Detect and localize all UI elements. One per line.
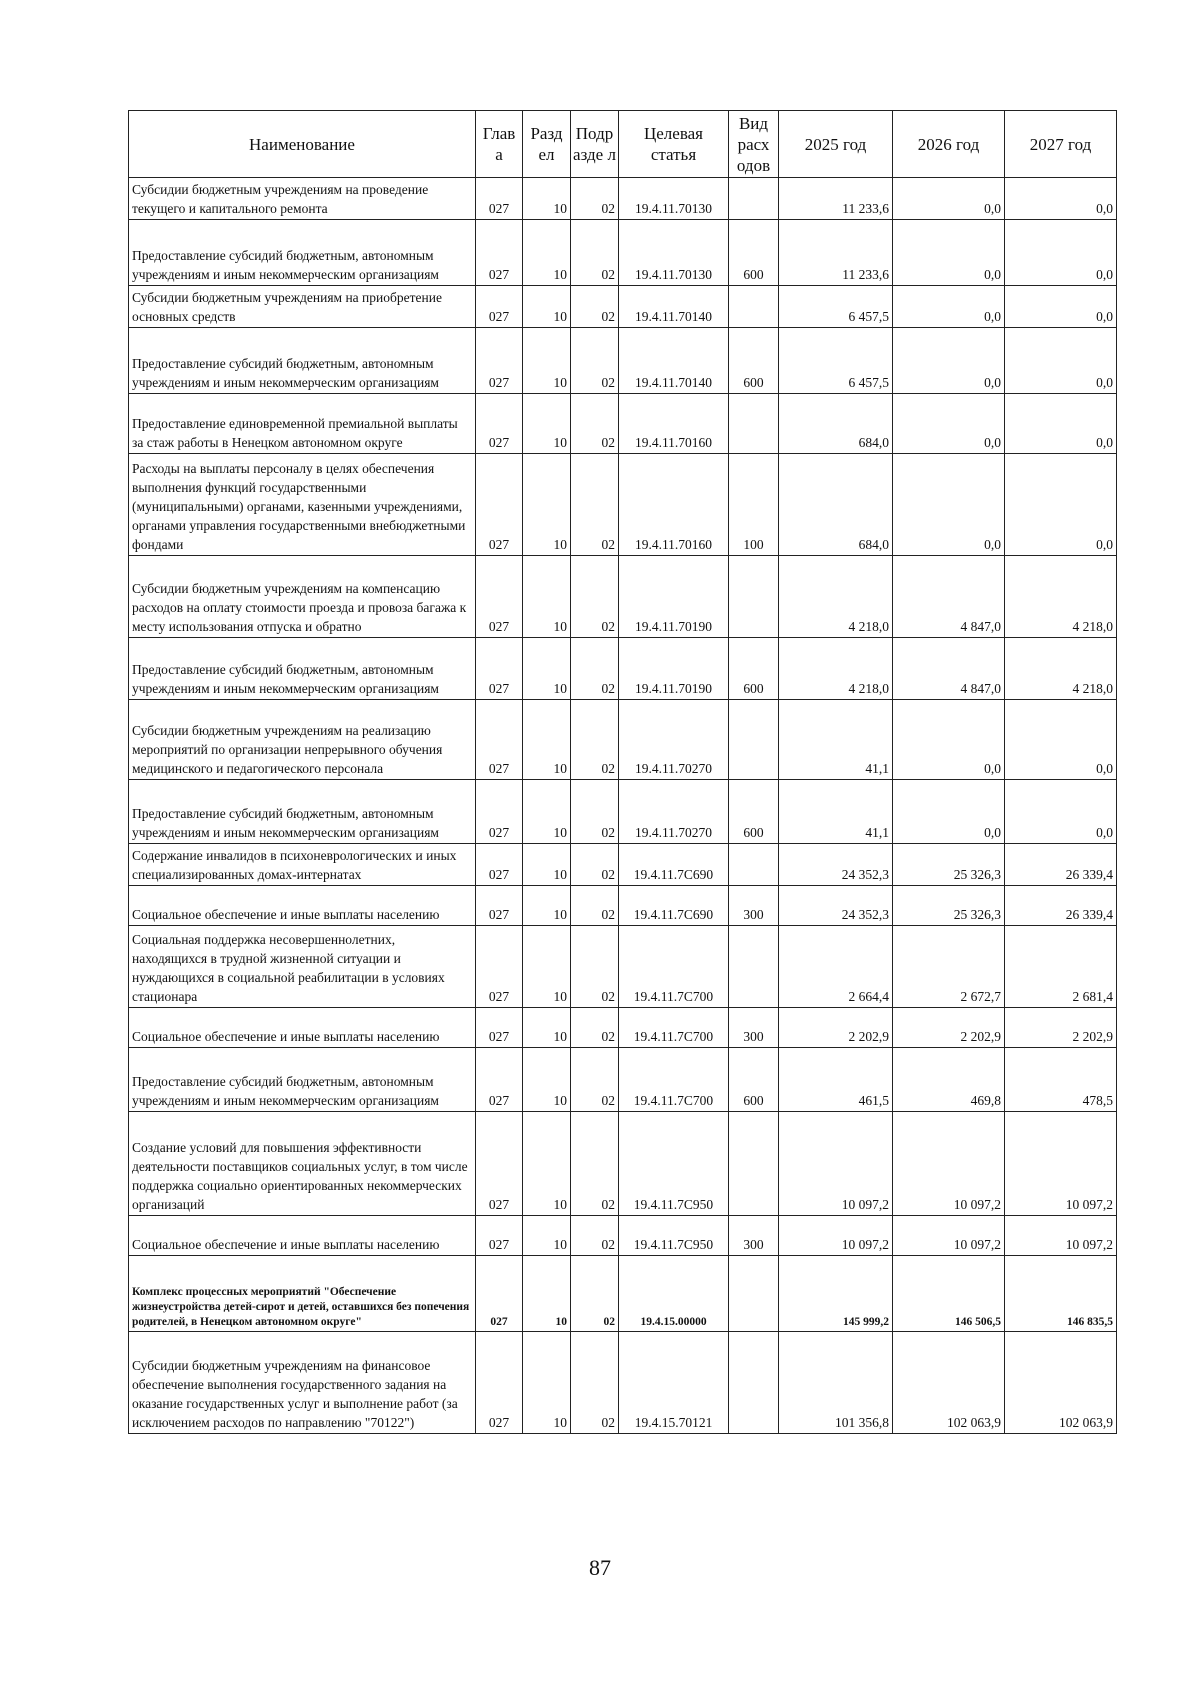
cell-razdel: 10 bbox=[523, 556, 571, 638]
cell-name: Предоставление субсидий бюджетным, автономным учреждениям и иным некоммерческим организациям bbox=[129, 1048, 476, 1112]
cell-y2025: 2 202,9 bbox=[779, 1008, 893, 1048]
table-row bbox=[129, 1008, 1117, 1048]
cell-y2025: 684,0 bbox=[779, 454, 893, 556]
cell-name: Субсидии бюджетным учреждениям на проведение текущего и капитального ремонта bbox=[129, 178, 476, 220]
table-row bbox=[129, 926, 1117, 1008]
header-2025: 2025 год bbox=[779, 111, 893, 178]
cell-target: 19.4.11.70130 bbox=[619, 220, 729, 286]
cell-name: Предоставление субсидий бюджетным, автономным учреждениям и иным некоммерческим организациям bbox=[129, 638, 476, 700]
cell-y2025: 6 457,5 bbox=[779, 328, 893, 394]
cell-y2025: 24 352,3 bbox=[779, 844, 893, 886]
cell-razdel: 10 bbox=[523, 926, 571, 1008]
cell-y2026: 0,0 bbox=[893, 178, 1005, 220]
cell-razdel: 10 bbox=[523, 1112, 571, 1216]
cell-y2025: 41,1 bbox=[779, 700, 893, 780]
cell-y2027: 102 063,9 bbox=[1005, 1332, 1117, 1434]
cell-glava: 027 bbox=[476, 844, 523, 886]
cell-y2027: 4 218,0 bbox=[1005, 556, 1117, 638]
cell-target: 19.4.11.70130 bbox=[619, 178, 729, 220]
cell-y2026: 0,0 bbox=[893, 394, 1005, 454]
cell-glava: 027 bbox=[476, 1332, 523, 1434]
cell-podr: 02 bbox=[571, 638, 619, 700]
cell-razdel: 10 bbox=[523, 286, 571, 328]
header-glava: Глав а bbox=[476, 111, 523, 178]
cell-target: 19.4.11.7С700 bbox=[619, 1008, 729, 1048]
cell-y2025: 4 218,0 bbox=[779, 556, 893, 638]
cell-target: 19.4.15.00000 bbox=[619, 1256, 729, 1332]
budget-sheet bbox=[128, 110, 1116, 1434]
cell-vid: 600 bbox=[729, 1048, 779, 1112]
cell-target: 19.4.11.70160 bbox=[619, 394, 729, 454]
header-2027: 2027 год bbox=[1005, 111, 1117, 178]
cell-y2026: 0,0 bbox=[893, 328, 1005, 394]
cell-y2027: 10 097,2 bbox=[1005, 1216, 1117, 1256]
cell-y2026: 0,0 bbox=[893, 700, 1005, 780]
cell-name: Социальное обеспечение и иные выплаты населению bbox=[129, 1008, 476, 1048]
cell-vid bbox=[729, 700, 779, 780]
cell-name: Субсидии бюджетным учреждениям на реализацию мероприятий по организации непрерывного обучения медицинского и педагогического персонала bbox=[129, 700, 476, 780]
cell-y2027: 0,0 bbox=[1005, 220, 1117, 286]
table-row bbox=[129, 780, 1117, 844]
cell-y2025: 11 233,6 bbox=[779, 220, 893, 286]
cell-y2027: 0,0 bbox=[1005, 328, 1117, 394]
cell-y2027: 0,0 bbox=[1005, 286, 1117, 328]
cell-y2025: 4 218,0 bbox=[779, 638, 893, 700]
cell-podr: 02 bbox=[571, 1008, 619, 1048]
cell-y2025: 41,1 bbox=[779, 780, 893, 844]
cell-y2027: 0,0 bbox=[1005, 700, 1117, 780]
cell-glava: 027 bbox=[476, 1216, 523, 1256]
cell-y2027: 2 681,4 bbox=[1005, 926, 1117, 1008]
cell-glava: 027 bbox=[476, 926, 523, 1008]
cell-razdel: 10 bbox=[523, 1008, 571, 1048]
cell-y2025: 6 457,5 bbox=[779, 286, 893, 328]
cell-y2026: 2 202,9 bbox=[893, 1008, 1005, 1048]
cell-y2026: 2 672,7 bbox=[893, 926, 1005, 1008]
cell-y2025: 461,5 bbox=[779, 1048, 893, 1112]
cell-glava: 027 bbox=[476, 556, 523, 638]
cell-y2026: 4 847,0 bbox=[893, 638, 1005, 700]
cell-y2026: 0,0 bbox=[893, 454, 1005, 556]
cell-y2025: 24 352,3 bbox=[779, 886, 893, 926]
cell-razdel: 10 bbox=[523, 638, 571, 700]
cell-target: 19.4.11.7С950 bbox=[619, 1216, 729, 1256]
cell-vid: 600 bbox=[729, 328, 779, 394]
cell-target: 19.4.11.7С700 bbox=[619, 926, 729, 1008]
table-row bbox=[129, 1216, 1117, 1256]
cell-y2027: 0,0 bbox=[1005, 780, 1117, 844]
cell-name: Социальное обеспечение и иные выплаты населению bbox=[129, 1216, 476, 1256]
table-row bbox=[129, 1332, 1117, 1434]
cell-glava: 027 bbox=[476, 394, 523, 454]
cell-glava: 027 bbox=[476, 1112, 523, 1216]
cell-target: 19.4.11.70270 bbox=[619, 700, 729, 780]
cell-target: 19.4.11.7С700 bbox=[619, 1048, 729, 1112]
table-header-row bbox=[129, 111, 1117, 178]
table-row bbox=[129, 844, 1117, 886]
cell-glava: 027 bbox=[476, 178, 523, 220]
cell-razdel: 10 bbox=[523, 394, 571, 454]
cell-podr: 02 bbox=[571, 1216, 619, 1256]
cell-glava: 027 bbox=[476, 454, 523, 556]
cell-y2026: 146 506,5 bbox=[893, 1256, 1005, 1332]
cell-y2026: 0,0 bbox=[893, 286, 1005, 328]
cell-glava: 027 bbox=[476, 1256, 523, 1332]
cell-vid bbox=[729, 178, 779, 220]
cell-razdel: 10 bbox=[523, 886, 571, 926]
cell-podr: 02 bbox=[571, 1048, 619, 1112]
table-row bbox=[129, 220, 1117, 286]
cell-target: 19.4.11.70190 bbox=[619, 556, 729, 638]
table-row bbox=[129, 394, 1117, 454]
cell-vid bbox=[729, 1112, 779, 1216]
table-row bbox=[129, 1112, 1117, 1216]
cell-razdel: 10 bbox=[523, 844, 571, 886]
cell-razdel: 10 bbox=[523, 1216, 571, 1256]
header-vid: Вид расх одов bbox=[729, 111, 779, 178]
cell-podr: 02 bbox=[571, 1112, 619, 1216]
table-row bbox=[129, 556, 1117, 638]
cell-podr: 02 bbox=[571, 700, 619, 780]
header-target: Целевая статья bbox=[619, 111, 729, 178]
cell-y2025: 101 356,8 bbox=[779, 1332, 893, 1434]
cell-target: 19.4.11.70190 bbox=[619, 638, 729, 700]
cell-vid: 600 bbox=[729, 638, 779, 700]
cell-y2026: 102 063,9 bbox=[893, 1332, 1005, 1434]
cell-podr: 02 bbox=[571, 328, 619, 394]
table-row bbox=[129, 178, 1117, 220]
cell-y2025: 11 233,6 bbox=[779, 178, 893, 220]
cell-name: Создание условий для повышения эффективности деятельности поставщиков социальных услуг, в том числе поддержка социально ориентированных некоммерческих организаций bbox=[129, 1112, 476, 1216]
cell-razdel: 10 bbox=[523, 1048, 571, 1112]
cell-podr: 02 bbox=[571, 454, 619, 556]
cell-y2027: 26 339,4 bbox=[1005, 886, 1117, 926]
table-row bbox=[129, 454, 1117, 556]
cell-vid: 600 bbox=[729, 780, 779, 844]
cell-name: Комплекс процессных мероприятий "Обеспечение жизнеустройства детей-сирот и детей, оставшихся без попечения родителей, в Ненецком автономном округе" bbox=[129, 1256, 476, 1332]
cell-vid: 600 bbox=[729, 220, 779, 286]
cell-target: 19.4.11.70270 bbox=[619, 780, 729, 844]
cell-podr: 02 bbox=[571, 178, 619, 220]
budget-table bbox=[128, 110, 1117, 1434]
cell-razdel: 10 bbox=[523, 178, 571, 220]
cell-y2027: 0,0 bbox=[1005, 178, 1117, 220]
cell-target: 19.4.11.70140 bbox=[619, 286, 729, 328]
cell-y2027: 0,0 bbox=[1005, 454, 1117, 556]
cell-vid: 300 bbox=[729, 1216, 779, 1256]
cell-vid bbox=[729, 286, 779, 328]
cell-razdel: 10 bbox=[523, 454, 571, 556]
cell-target: 19.4.11.7С690 bbox=[619, 886, 729, 926]
cell-name: Предоставление субсидий бюджетным, автономным учреждениям и иным некоммерческим организациям bbox=[129, 780, 476, 844]
cell-vid bbox=[729, 926, 779, 1008]
table-body bbox=[129, 178, 1117, 1434]
cell-y2026: 469,8 bbox=[893, 1048, 1005, 1112]
cell-name: Расходы на выплаты персоналу в целях обеспечения выполнения функций государственными (муниципальными) органами, казенными учреждениями, органами управления государственными внебюджетными фондами bbox=[129, 454, 476, 556]
cell-vid: 300 bbox=[729, 886, 779, 926]
table-row bbox=[129, 286, 1117, 328]
cell-podr: 02 bbox=[571, 1256, 619, 1332]
table-row bbox=[129, 1256, 1117, 1332]
cell-name: Социальное обеспечение и иные выплаты населению bbox=[129, 886, 476, 926]
table-row bbox=[129, 638, 1117, 700]
cell-glava: 027 bbox=[476, 780, 523, 844]
table-row bbox=[129, 886, 1117, 926]
cell-vid bbox=[729, 1256, 779, 1332]
header-podrazdel: Подр азде л bbox=[571, 111, 619, 178]
cell-glava: 027 bbox=[476, 1048, 523, 1112]
cell-glava: 027 bbox=[476, 886, 523, 926]
page-number: 87 bbox=[589, 1555, 611, 1580]
cell-y2025: 684,0 bbox=[779, 394, 893, 454]
cell-podr: 02 bbox=[571, 394, 619, 454]
cell-podr: 02 bbox=[571, 886, 619, 926]
cell-podr: 02 bbox=[571, 220, 619, 286]
cell-razdel: 10 bbox=[523, 328, 571, 394]
cell-glava: 027 bbox=[476, 700, 523, 780]
cell-y2025: 10 097,2 bbox=[779, 1112, 893, 1216]
cell-name: Содержание инвалидов в психоневрологических и иных специализированных домах-интернатах bbox=[129, 844, 476, 886]
cell-razdel: 10 bbox=[523, 1256, 571, 1332]
cell-vid bbox=[729, 844, 779, 886]
cell-y2027: 0,0 bbox=[1005, 394, 1117, 454]
cell-y2026: 0,0 bbox=[893, 780, 1005, 844]
header-name: Наименование bbox=[129, 111, 476, 178]
cell-y2027: 478,5 bbox=[1005, 1048, 1117, 1112]
table-row bbox=[129, 700, 1117, 780]
cell-y2027: 2 202,9 bbox=[1005, 1008, 1117, 1048]
cell-glava: 027 bbox=[476, 220, 523, 286]
cell-glava: 027 bbox=[476, 286, 523, 328]
table-row bbox=[129, 1048, 1117, 1112]
header-razdel: Разд ел bbox=[523, 111, 571, 178]
cell-podr: 02 bbox=[571, 556, 619, 638]
cell-razdel: 10 bbox=[523, 220, 571, 286]
cell-y2027: 146 835,5 bbox=[1005, 1256, 1117, 1332]
cell-podr: 02 bbox=[571, 780, 619, 844]
cell-name: Социальная поддержка несовершеннолетних, находящихся в трудной жизненной ситуации и нуждающихся в социальной реабилитации в условиях стационара bbox=[129, 926, 476, 1008]
cell-podr: 02 bbox=[571, 286, 619, 328]
cell-podr: 02 bbox=[571, 844, 619, 886]
cell-podr: 02 bbox=[571, 1332, 619, 1434]
cell-vid bbox=[729, 394, 779, 454]
cell-glava: 027 bbox=[476, 638, 523, 700]
cell-name: Предоставление единовременной премиальной выплаты за стаж работы в Ненецком автономном округе bbox=[129, 394, 476, 454]
cell-y2027: 10 097,2 bbox=[1005, 1112, 1117, 1216]
cell-razdel: 10 bbox=[523, 700, 571, 780]
cell-y2026: 0,0 bbox=[893, 220, 1005, 286]
cell-target: 19.4.11.70140 bbox=[619, 328, 729, 394]
cell-name: Предоставление субсидий бюджетным, автономным учреждениям и иным некоммерческим организациям bbox=[129, 220, 476, 286]
cell-y2025: 2 664,4 bbox=[779, 926, 893, 1008]
cell-vid bbox=[729, 556, 779, 638]
cell-name: Субсидии бюджетным учреждениям на приобретение основных средств bbox=[129, 286, 476, 328]
cell-target: 19.4.11.70160 bbox=[619, 454, 729, 556]
cell-y2026: 10 097,2 bbox=[893, 1216, 1005, 1256]
cell-name: Субсидии бюджетным учреждениям на финансовое обеспечение выполнения государственного задания на оказание государственных услуг и выполнение работ (за исключением расходов по направлению "70122") bbox=[129, 1332, 476, 1434]
cell-y2026: 10 097,2 bbox=[893, 1112, 1005, 1216]
table-row bbox=[129, 328, 1117, 394]
cell-target: 19.4.11.7С690 bbox=[619, 844, 729, 886]
cell-name: Субсидии бюджетным учреждениям на компенсацию расходов на оплату стоимости проезда и провоза багажа к месту использования отпуска и обратно bbox=[129, 556, 476, 638]
cell-vid: 100 bbox=[729, 454, 779, 556]
cell-glava: 027 bbox=[476, 1008, 523, 1048]
cell-razdel: 10 bbox=[523, 1332, 571, 1434]
cell-y2026: 25 326,3 bbox=[893, 844, 1005, 886]
cell-name: Предоставление субсидий бюджетным, автономным учреждениям и иным некоммерческим организациям bbox=[129, 328, 476, 394]
cell-target: 19.4.15.70121 bbox=[619, 1332, 729, 1434]
cell-y2027: 26 339,4 bbox=[1005, 844, 1117, 886]
cell-glava: 027 bbox=[476, 328, 523, 394]
cell-y2025: 10 097,2 bbox=[779, 1216, 893, 1256]
cell-y2026: 25 326,3 bbox=[893, 886, 1005, 926]
cell-podr: 02 bbox=[571, 926, 619, 1008]
cell-vid: 300 bbox=[729, 1008, 779, 1048]
header-2026: 2026 год bbox=[893, 111, 1005, 178]
cell-razdel: 10 bbox=[523, 780, 571, 844]
cell-y2027: 4 218,0 bbox=[1005, 638, 1117, 700]
cell-y2025: 145 999,2 bbox=[779, 1256, 893, 1332]
cell-y2026: 4 847,0 bbox=[893, 556, 1005, 638]
cell-vid bbox=[729, 1332, 779, 1434]
cell-target: 19.4.11.7С950 bbox=[619, 1112, 729, 1216]
